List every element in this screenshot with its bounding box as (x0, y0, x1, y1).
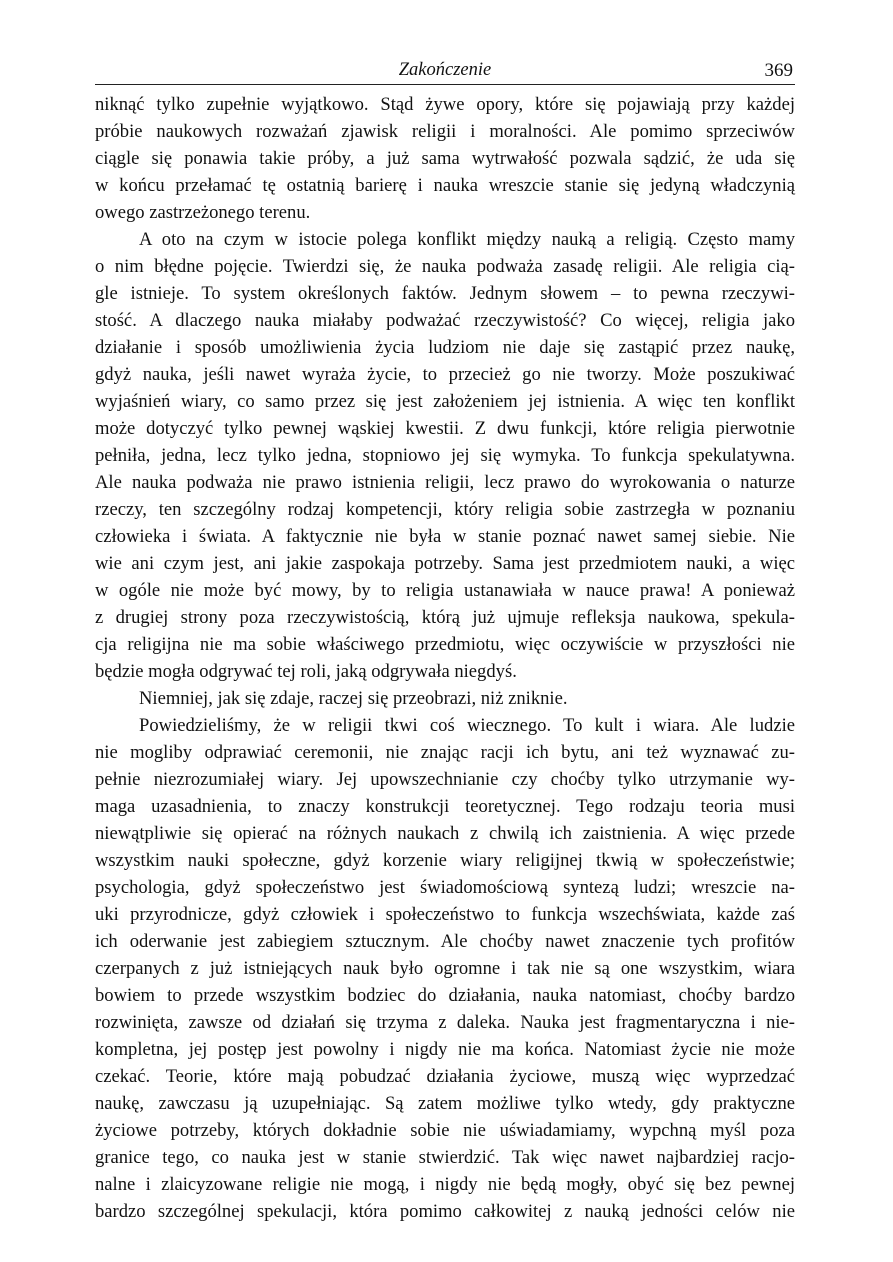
text-line: z drugiej strony poza rzeczywistością, którą już ujmuje refleksja naukowa, spekula- (95, 607, 795, 628)
text-line: o nim błędne pojęcie. Twierdzi się, że nauka podważa zasadę religii. Ale religia cią- (95, 256, 795, 277)
text-line: pełnie niezrozumiałej wiary. Jej upowszechnianie czy choćby tylko utrzymanie wy- (95, 769, 795, 790)
text-line: Ale nauka podważa nie prawo istnienia religii, lecz prawo do wyrokowania o naturze (95, 472, 795, 493)
text-line: w ogóle nie może być mowy, by to religia ustanawiała w nauce prawa! A ponieważ (95, 580, 795, 601)
text-line: A oto na czym w istocie polega konflikt między nauką a religią. Często mamy (139, 229, 795, 250)
running-title: Zakończenie (398, 60, 492, 80)
text-line: wyjaśnień wiary, co samo przez się jest założeniem jej istnienia. A więc ten konflikt (95, 391, 795, 412)
text-line: niewątpliwie się opierać na różnych naukach z chwilą ich zaistnienia. A więc przede (95, 823, 795, 844)
text-line: człowieka i świata. A faktycznie nie była w stanie poznać nawet samej siebie. Nie (95, 526, 795, 547)
text-line: wie ani czym jest, ani jakie zaspokaja potrzeby. Sama jest przedmiotem nauki, a więc (95, 553, 795, 574)
page-body (95, 91, 795, 1225)
text-line: ciągle się ponawia takie próby, a już sama wytrwałość pozwala sądzić, że uda się (95, 148, 795, 169)
text-line: będzie mogła odgrywać tej roli, jaką odgrywała niegdyś. (95, 661, 517, 682)
text-line: próbie naukowych rozważań zjawisk religii i moralności. Ale pomimo sprzeciwów (95, 121, 795, 142)
text-line: bardzo szczególnej spekulacji, która pomimo całkowitej z nauką jedności celów nie (95, 1201, 795, 1222)
text-line: nalne i zlaicyzowane religie nie mogą, i nigdy nie będą mogły, obyć się bez pewnej (95, 1174, 795, 1195)
text-line: uki przyrodnicze, gdyż człowiek i społeczeństwo to funkcja wszechświata, każde zaś (95, 904, 795, 925)
paragraph-1 (95, 91, 795, 226)
text-line: stość. A dlaczego nauka miałaby podważać rzeczywistość? Co więcej, religia jako (95, 310, 795, 331)
text-line: naukę, zawczasu ją uzupełniając. Są zatem możliwe tylko wtedy, gdy praktyczne (95, 1093, 795, 1114)
text-line: owego zastrzeżonego terenu. (95, 202, 311, 223)
text-line: gdyż nauka, jeśli nawet wyraża życie, to przecież go nie tworzy. Może poszukiwać (95, 364, 795, 385)
text-line: kompletna, jej postęp jest powolny i nigdy nie ma końca. Natomiast życie nie może (95, 1039, 795, 1060)
text-line: gle istnieje. To system określonych faktów. Jednym słowem – to pewna rzeczywi- (95, 283, 795, 304)
book-page (95, 56, 795, 1225)
text-line: niknąć tylko zupełnie wyjątkowo. Stąd żywe opory, które się pojawiają przy każdej (95, 94, 795, 115)
text-line: cja religijna nie ma sobie właściwego przedmiotu, więc oczywiście w przyszłości nie (95, 634, 795, 655)
text-line: działanie i sposób umożliwienia życia ludziom nie daje się zastąpić przez naukę, (95, 337, 795, 358)
text-line: nie mogliby odprawiać ceremonii, nie znając racji ich bytu, ani też wyznawać zu- (95, 742, 795, 763)
text-line: wszystkim nauki społeczne, gdyż korzenie wiary religijnej tkwią w społeczeństwie; (95, 850, 795, 871)
text-line: maga uzasadnienia, to znaczy konstrukcji teoretycznej. Tego rodzaju teoria musi (95, 796, 795, 817)
paragraph-4 (95, 712, 795, 1225)
text-line: życiowe potrzeby, których dokładnie sobie nie uświadamiamy, wypchną myśl poza (95, 1120, 795, 1141)
text-line: czerpanych z już istniejących nauk było ogromne i tak nie są one wszystkim, wiara (95, 958, 795, 979)
paragraph-2 (95, 226, 795, 685)
page-number: 369 (764, 60, 793, 81)
page-header (95, 56, 795, 85)
paragraph-3 (95, 685, 795, 712)
text-line: rozwinięta, zawsze od działań się trzyma z daleka. Nauka jest fragmentaryczna i nie- (95, 1012, 795, 1033)
text-line: bowiem to przede wszystkim bodziec do działania, nauka natomiast, choćby bardzo (95, 985, 795, 1006)
text-line: granice tego, co nauka jest w stanie stwierdzić. Tak więc nawet najbardziej racjo- (95, 1147, 795, 1168)
text-line: może dotyczyć tylko pewnej wąskiej kwestii. Z dwu funkcji, które religia pierwotnie (95, 418, 795, 439)
text-line: ich oderwanie jest zabiegiem sztucznym. Ale choćby nawet znaczenie tych profitów (95, 931, 795, 952)
text-line: psychologia, gdyż społeczeństwo jest świadomościową syntezą ludzi; wreszcie na- (95, 877, 795, 898)
text-line: rzeczy, ten szczególny rodzaj kompetencji, który religia sobie zastrzegła w poznaniu (95, 499, 795, 520)
text-line: w końcu przełamać tę ostatnią barierę i nauka wreszcie stanie się jedyną władczynią (95, 175, 795, 196)
text-line: pełniła, jedna, lecz tylko jedna, stopniowo jej się wymyka. To funkcja spekulatywna. (95, 445, 795, 466)
text-line: Niemniej, jak się zdaje, raczej się przeobrazi, niż zniknie. (139, 688, 568, 709)
text-line: czekać. Teorie, które mają pobudzać działania życiowe, muszą więc wyprzedzać (95, 1066, 795, 1087)
text-line: Powiedzieliśmy, że w religii tkwi coś wiecznego. To kult i wiara. Ale ludzie (139, 715, 795, 736)
